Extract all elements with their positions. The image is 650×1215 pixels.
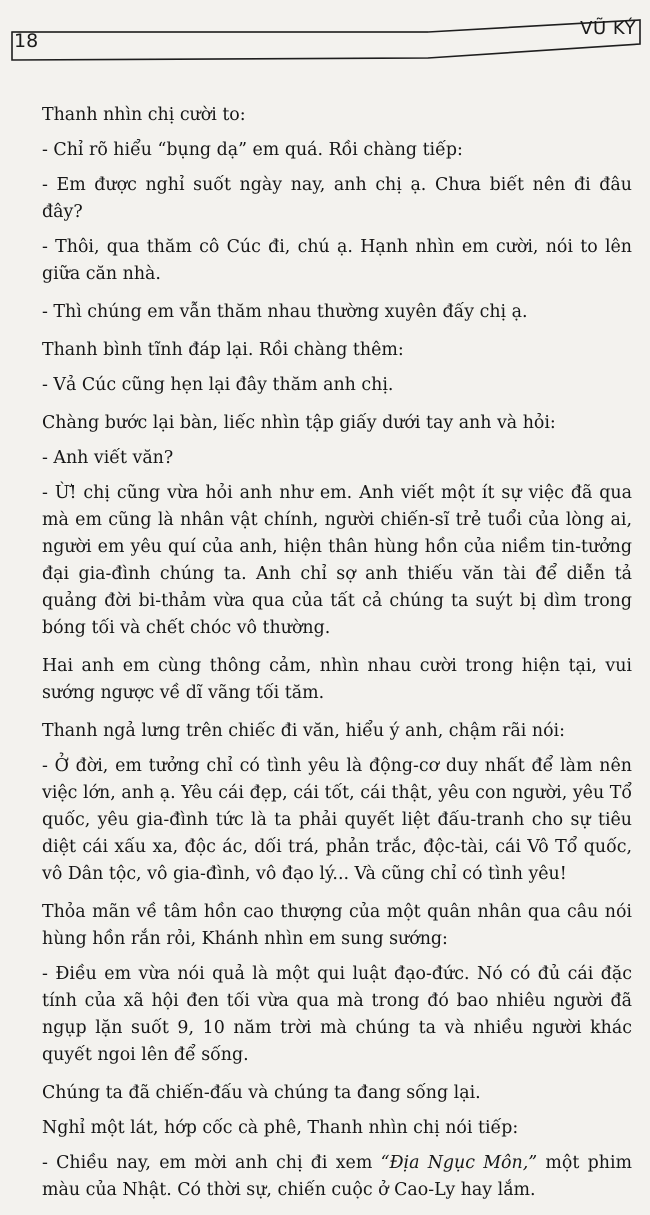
paragraph: - Thôi, qua thăm cô Cúc đi, chú ạ. Hạnh nhìn em cười, nói to lên giữa căn nhà. bbox=[42, 237, 632, 284]
paragraph: Thỏa mãn về tâm hồn cao thượng của một quân nhân qua câu nói hùng hồn rắn rỏi, Khánh nhìn em sung sướng: bbox=[42, 902, 632, 949]
last-paragraph-after: một phim màu của Nhật. Có thời sự, chiến cuộc ở Cao-Ly hay lắm. bbox=[42, 1153, 632, 1200]
paragraph: - Ừ! chị cũng vừa hỏi anh như em. Anh viết một ít sự việc đã qua mà em cũng là nhân vật chính, người chiến-sĩ trẻ tuổi của lòng ai, người em yêu quí của anh, hiện thân hùng hồn của niềm tin-tưởng đại gia-đình chúng ta. Anh chỉ sợ anh thiếu văn tài để diễn tả quảng đời bi-thảm vừa qua của tất cả chúng ta suýt bị dìm trong bóng tối và chết chóc vô thường. bbox=[42, 483, 632, 638]
paragraph: Hai anh em cùng thông cảm, nhìn nhau cười trong hiện tại, vui sướng ngược về dĩ vãng tối tăm. bbox=[42, 656, 632, 703]
paragraph: - Ở đời, em tưởng chỉ có tình yêu là động-cơ duy nhất để làm nên việc lớn, anh ạ. Yêu cái đẹp, cái tốt, cái thật, yêu con người, yêu Tổ quốc, yêu gia-đình tức là ta phải quyết liệt đấu-tranh cho sự tiêu diệt cái xấu xa, độc ác, dối trá, phản trắc, độc-tài, cái Vô Tổ quốc, vô Dân tộc, vô gia-đình, vô đạo lý... Và cũng chỉ có tình yêu! bbox=[42, 756, 632, 884]
header-frame bbox=[8, 14, 644, 66]
text-body bbox=[42, 102, 632, 1215]
paragraph-last bbox=[42, 1150, 632, 1204]
paragraph: - Vả Cúc cũng hẹn lại đây thăm anh chị. bbox=[42, 375, 394, 395]
paragraph: Chàng bước lại bàn, liếc nhìn tập giấy dưới tay anh và hỏi: bbox=[42, 413, 556, 433]
paragraph: Thanh ngả lưng trên chiếc đi văn, hiểu ý anh, chậm rãi nói: bbox=[42, 721, 565, 741]
paragraph: Nghỉ một lát, hớp cốc cà phê, Thanh nhìn chị nói tiếp: bbox=[42, 1118, 519, 1138]
paragraph: - Anh viết văn? bbox=[42, 448, 174, 468]
paragraph: Thanh bình tĩnh đáp lại. Rồi chàng thêm: bbox=[42, 340, 404, 360]
running-head: VŨ KÝ bbox=[580, 18, 636, 39]
page-header bbox=[8, 14, 644, 66]
paragraph: - Điều em vừa nói quả là một qui luật đạo-đức. Nó có đủ cái đặc tính của xã hội đen tối vừa qua mà trong đó bao nhiêu người đã ngụp lặn suốt 9, 10 năm trời mà chúng ta và nhiều người khác quyết ngoi lên để sống. bbox=[42, 964, 632, 1065]
paragraph: - Chỉ rõ hiểu “bụng dạ” em quá. Rồi chàng tiếp: bbox=[42, 140, 463, 160]
film-title: “Địa Ngục Môn,” bbox=[380, 1153, 538, 1173]
last-paragraph-before: - Chiều nay, em mời anh chị đi xem bbox=[42, 1153, 381, 1173]
paragraph: Chúng ta đã chiến-đấu và chúng ta đang sống lại. bbox=[42, 1083, 481, 1103]
paragraph: Thanh nhìn chị cười to: bbox=[42, 105, 246, 125]
paragraph: - Em được nghỉ suốt ngày nay, anh chị ạ. Chưa biết nên đi đâu đây? bbox=[42, 175, 632, 222]
page-number: 18 bbox=[14, 30, 39, 52]
paragraph: - Thì chúng em vẫn thăm nhau thường xuyên đấy chị ạ. bbox=[42, 302, 528, 322]
